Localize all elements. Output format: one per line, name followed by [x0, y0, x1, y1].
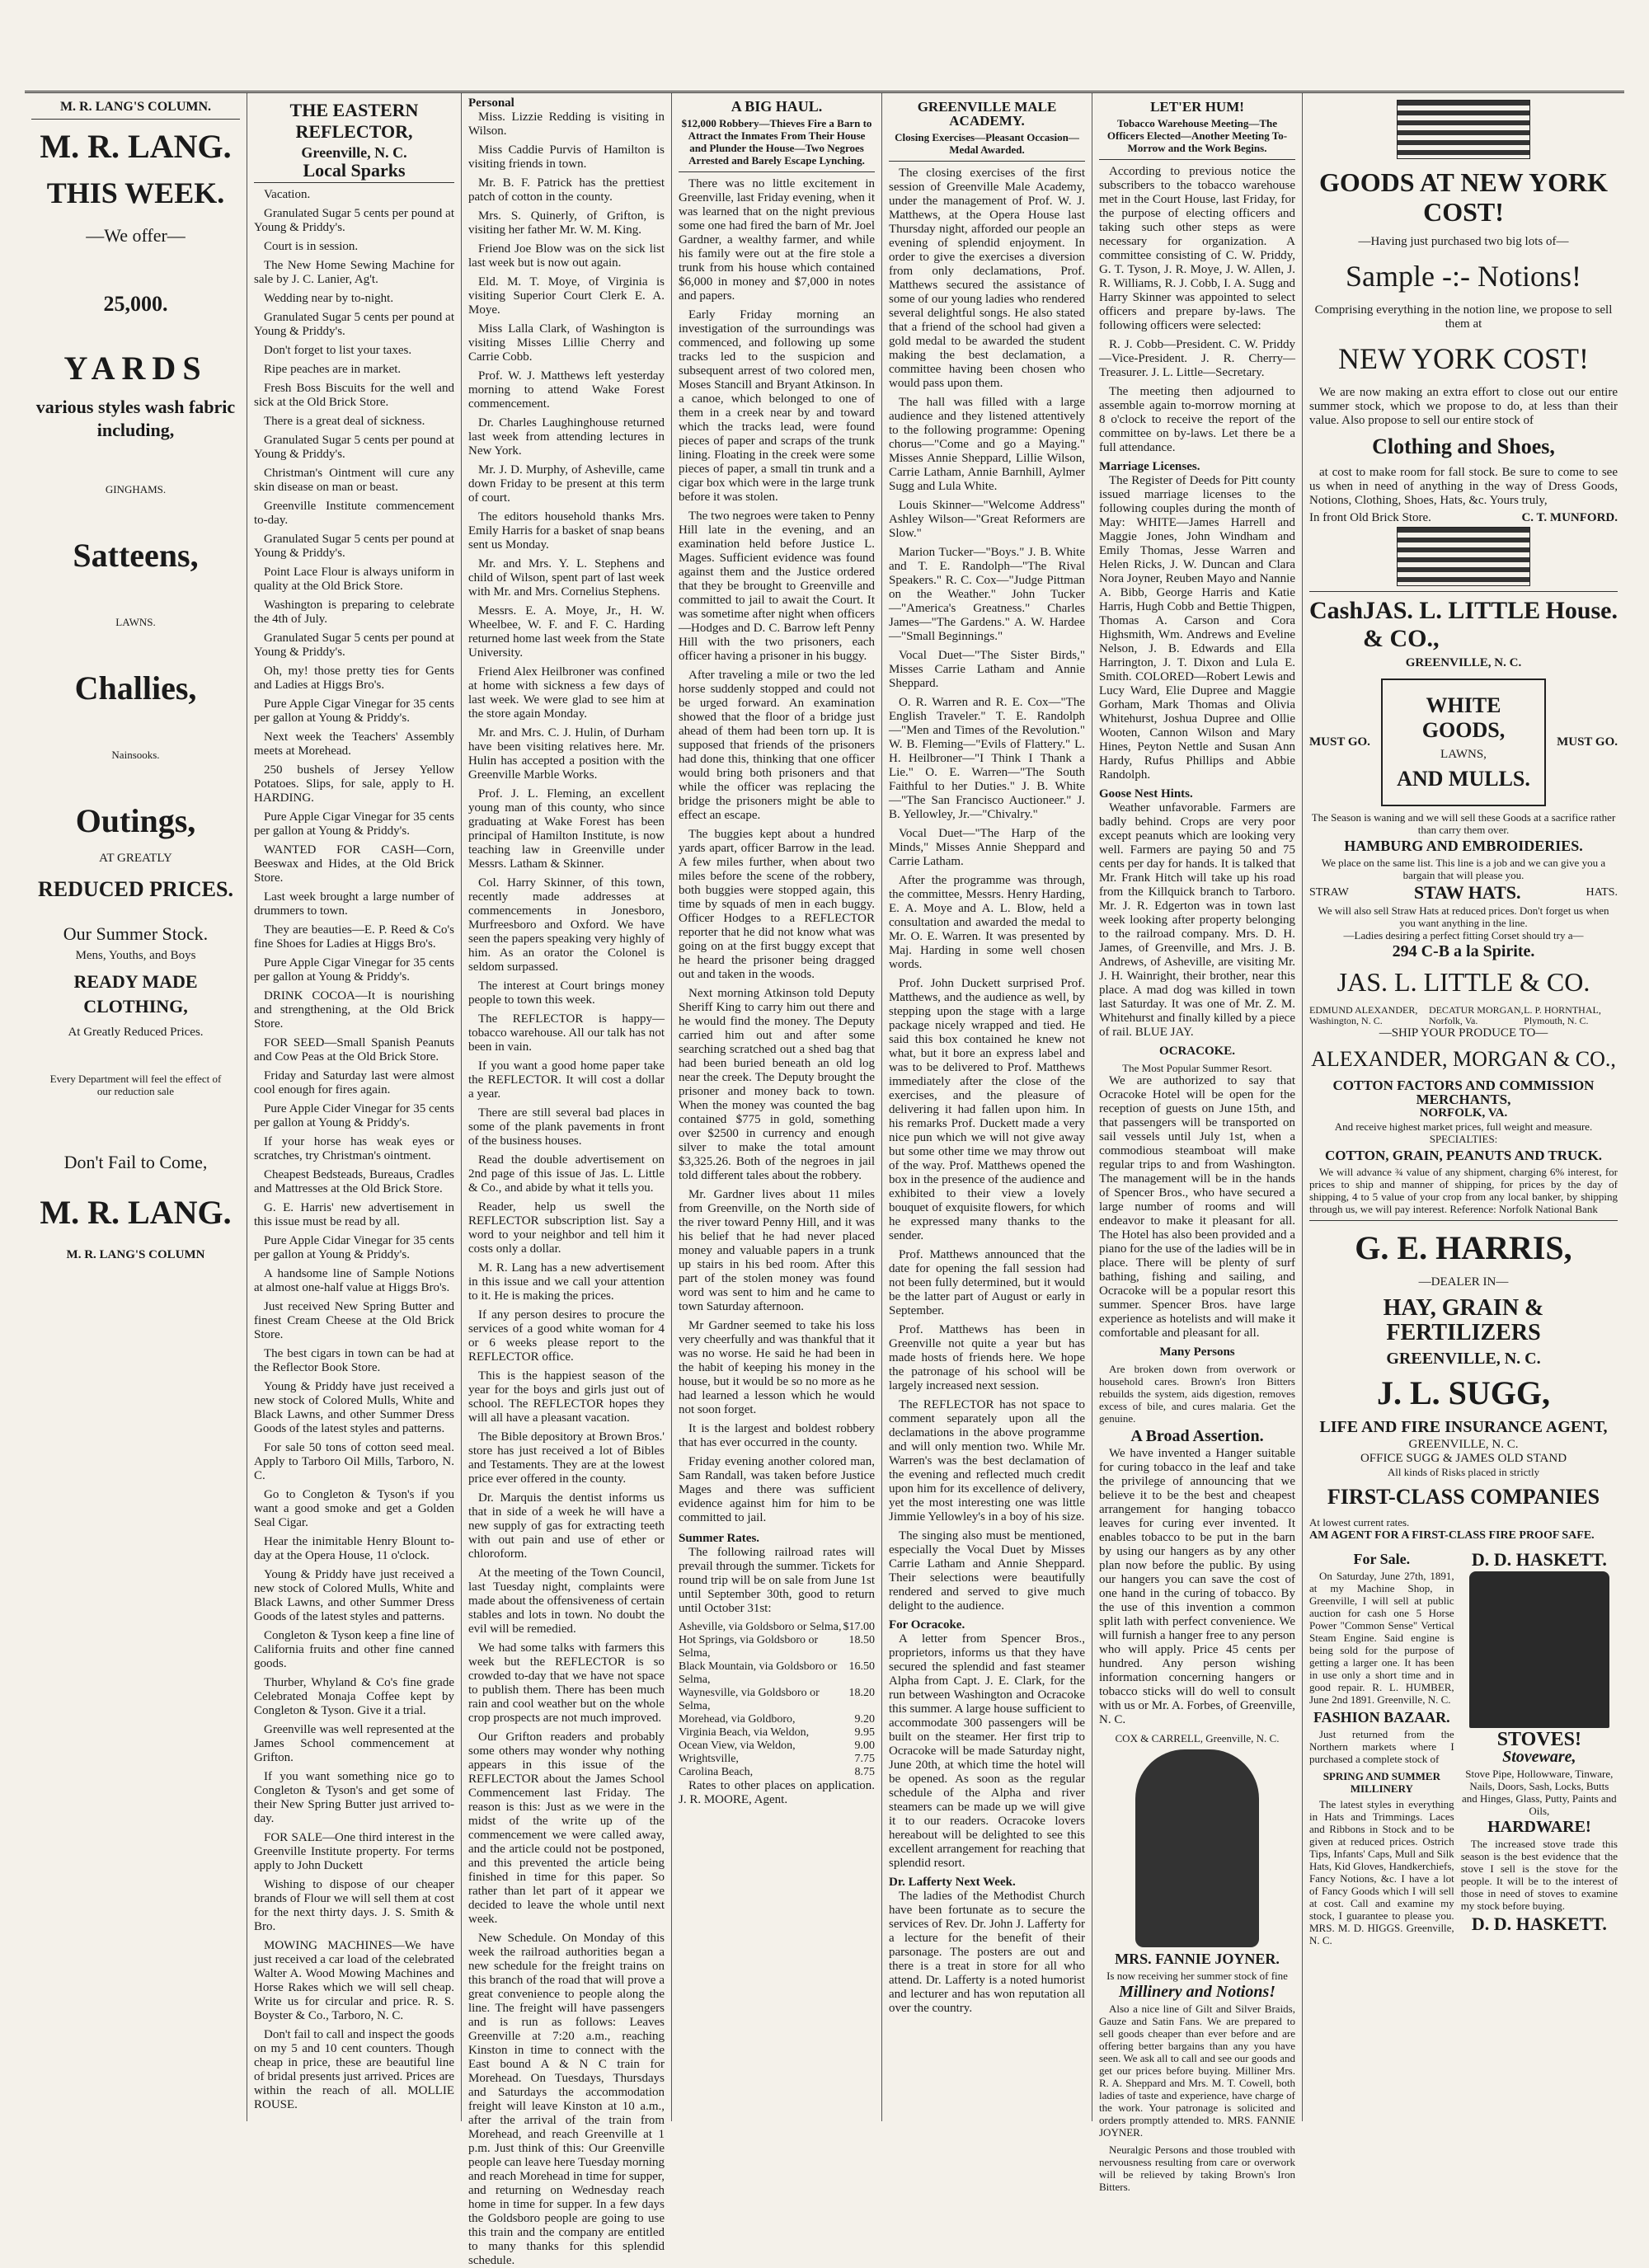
rule [1309, 591, 1618, 592]
local-item: Fresh Boss Biscuits for the well and sick at the Old Brick Store. [254, 382, 454, 409]
satteens: Satteens, [73, 537, 199, 574]
personal-item: Mr. and Mrs. Y. L. Stephens and child of Wilson, spent part of last week with Mr. and Mrs. Cornelius Stephens. [468, 557, 665, 599]
local-item: Go to Congleton & Tyson's if you want a good smoke and get a Golden Seal Cigar. [254, 1488, 454, 1529]
column-big-haul [672, 93, 882, 2121]
lawns: LAWNS, [1440, 748, 1487, 761]
local-item: Oh, my! those pretty ties for Gents and Ladies at Higgs Bro's. [254, 664, 454, 692]
ship: —SHIP YOUR PRODUCE TO— [1379, 1026, 1548, 1040]
personal-item: Friend Alex Heilbroner was confined at home with sickness a few days of last week. We were glad to see him at the store again Monday. [468, 665, 665, 721]
personal-item: Miss Caddie Purvis of Hamilton is visiting friends in town. [468, 143, 665, 171]
section-heading: Personal [468, 96, 514, 110]
little-place: GREENVILLE, N. C. [1405, 656, 1522, 669]
local-item: Just received New Spring Butter and finest Cream Cheese at the Old Brick Store. [254, 1300, 454, 1341]
local-item: Don't fail to call and inspect the goods on my 5 and 10 cent counters. Though cheap in price, these are beautiful line of bridal presents just arrived. Prices are within the reach of all. MOLLIE ROUSE. [254, 2028, 454, 2111]
personal-item: Mr. and Mrs. C. J. Hulin, of Durham have been visiting relatives here. Mr. Hulin has accepted a position with the Greenville Marble Works. [468, 726, 665, 782]
nyc: NEW YORK COST! [1338, 342, 1589, 375]
article-paragraph: Louis Skinner—"Welcome Address" Ashley Wilson—"Great Reformers are Slow." [889, 499, 1085, 540]
goods-head: GOODS AT NEW YORK COST! [1319, 167, 1608, 227]
staw-hats: STAW HATS. [1413, 882, 1521, 903]
ocracoke-sub: The Most Popular Summer Resort. [1122, 1062, 1272, 1074]
article-paragraph: According to previous notice the subscribers to the tobacco warehouse met in the Court House, last Friday, for the purpose of electing officers and taking such other steps as were necessary for organization. A committee consisting of C. W. Priddy, G. T. Tyson, J. R. Moye, J. W. Allen, J. R. Williams, R. J. Cobb, I. A. Sugg and Harry Skinner was appointed to select officers and prepare by-laws. The following officers were selected: [1099, 165, 1295, 332]
ad-name-footer: M. R. LANG. [40, 1194, 232, 1231]
harris-place: GREENVILLE, N. C. [1386, 1350, 1541, 1368]
local-item: Pure Apple Cigar Vinegar for 35 cents per gallon at Young & Priddy's. [254, 697, 454, 725]
article-paragraph: Prof. John Duckett surprised Prof. Matthews, and the audience as well, by stepping upon the stage with a large package nicely wrapped and tied. He said this box contained he knew not what, but it bore an express label and was to be delivered to Prof. Matthews immediately after the close of the exercises, and the pleasure of delivering it had fallen upon him. In his remarks Prof. Duckett made a very nice pun which we will not give away but some other time we may throw out of the way. Prof. Matthews opened the box in the presence of the audience and exhibited to their view a lovely bouquet of exquisite flowers, for which he expressed many thanks to the sender. [889, 977, 1085, 1242]
rates-footer: Rates to other places on application. J. R. MOORE, Agent. [679, 1779, 875, 1806]
lawns: LAWNS. [115, 616, 156, 628]
rule [1099, 159, 1295, 160]
big-number: 25,000. [103, 292, 168, 316]
article-paragraph: Prof. Matthews has been in Greenville not quite a year but has made hosts of friends here. We hope the patronage of his school will be largely increased next session. [889, 1323, 1085, 1392]
article-paragraph: There was no little excitement in Greenville, last Friday evening, when it was learned that on the night previous some one had fired the barn of Mr. Joel Gardner, a wealthy farmer, and while his family were out at the fire stole a trunk from his house which contained $6,000 in money and $7,000 in notes and papers. [679, 177, 875, 303]
many-heading: Many Persons [1159, 1345, 1235, 1359]
personal-item: The Bible depository at Brown Bros.' store has just received a lot of Bibles and Testaments. They are at the lowest price ever offered in the county. [468, 1430, 665, 1486]
ocracoke-heading: For Ocracoke. [889, 1618, 965, 1632]
article-body [1099, 165, 1295, 455]
local-item: Young & Priddy have just received a new stock of Colored Mulls, White and Black Lawns, and other Summer Dress Goods of the latest styles and patterns. [254, 1568, 454, 1623]
clothing: Clothing and Shoes, [1372, 434, 1555, 458]
local-items-list [254, 188, 454, 2112]
article-paragraph: Marion Tucker—"Boys." J. B. White and T. E. Randolph—"The Rival Speakers." R. C. Cox—"Judge Pittman on the Weather." John Tucker—"America's Greatness." Charles James—"The Gardens." A. W. Hardee—"Small Beginnings." [889, 546, 1085, 643]
straw-hats [1309, 882, 1618, 903]
article-paragraph: The hall was filled with a large audience and they listened attentively to the following programme: Opening chorus—"Come and go a Maying." Misses Annie Sheppard, Lillie Wilson, Carrie Latham, Annie Barnhill, Aylmer Sugg and Lula White. [889, 396, 1085, 493]
personal-item: This is the happiest season of the year for the boys and girls just out of school. The REFLECTOR hopes they will all have a pleasant vacation. [468, 1369, 665, 1425]
local-item: Greenville was well represented at the James School commencement at Grifton. [254, 1723, 454, 1764]
rate-price: 16.50 [848, 1660, 875, 1673]
rate-row [679, 1621, 875, 1634]
many-text: Are broken down from overwork or household cares. Brown's Iron Bitters rebuilds the system, aids digestion, removes excess of bile, and cures malaria. Get the genuine. [1099, 1363, 1295, 1425]
for-sale: For Sale. [1353, 1551, 1411, 1567]
column-advertisements [1303, 93, 1624, 2121]
local-item: Washington is preparing to celebrate the 4th of July. [254, 599, 454, 626]
assertion-text: We have invented a Hanger suitable for curing tobacco in the leaf and take the privilege of announcing that we believe it to be the best and cheapest arrangement for hanging tobacco leaves for curing ever invented. It enables tobacco to be put in the barn by using our hangers as by any other plan now before the public. By using our hangers you can save the cost of one hand in the curing of tobacco. By the use of this invention a common split lath with perfect convenience. We will furnish a hanger free to any person who will apply. Price 45 cents per hundred. Any person wishing information concerning hangers or tobacco sticks will do well to consult with us or Mr. A. Forbes, of Greenville, N. C. [1099, 1447, 1295, 1726]
munford-line [1309, 513, 1618, 524]
local-item: They are beauties—E. P. Reed & Co's fine Shoes for Ladies at Higgs Bro's. [254, 923, 454, 951]
local-item: MOWING MACHINES—We have just received a car load of the celebrated Walter A. Wood Mowing Machines and Horse Rakes which we will sell cheap. Write us for circular and price. R. S. Boyster & Co., Tarboro, N. C. [254, 1939, 454, 2022]
sugg: J. L. SUGG, [1376, 1374, 1551, 1411]
little-footer: JAS. L. LITTLE & CO. [1337, 967, 1590, 997]
spring: SPRING AND SUMMER MILLINERY [1322, 1770, 1440, 1795]
local-item: Hear the inimitable Henry Blount to-day at the Opera House, 11 o'clock. [254, 1535, 454, 1562]
sample-notions: Sample -:- Notions! [1346, 260, 1581, 293]
office: OFFICE SUGG & JAMES OLD STAND [1360, 1452, 1567, 1465]
article-paragraph: Early Friday morning an investigation of the surroundings was commenced, and following up some tracks led to the suspicion and subsequent arrest of two colored men, Moses Stancill and Bryant Atkinson. In a canoe, which belonged to one of them in a creek near by and toward which the tracks lead, were found pieces of paper and scraps of the trunk lining. Floating in the creek were some pieces of paper, a small tin trunk and a cigar box which were in the large trunk before it was stolen. [679, 308, 875, 504]
rate-price: $17.00 [843, 1621, 875, 1633]
goose-heading: Goose Nest Hints. [1099, 787, 1193, 801]
article-paragraph: The singing also must be mentioned, especially the Vocal Duet by Misses Carrie Latham and Annie Sheppard. Their selections were beautifully rendered and served to give much delight to the audience. [889, 1529, 1085, 1613]
ladies: —Ladies desiring a perfect fitting Corset should try a— [1343, 929, 1584, 941]
local-item: Last week brought a large number of drummers to town. [254, 890, 454, 918]
rate-destination: Carolina Beach, [679, 1766, 754, 1778]
goods-sub: —Having just purchased two big lots of— [1358, 235, 1569, 248]
stoveware: Stoveware, [1502, 1748, 1576, 1766]
article-paragraph: Mr. Gardner lives about 11 miles from Greenville, on the North side of the river toward Penny Hill, and it was his belief that he had never placed money and valuable papers in a trunk up stairs in his bed room. After this part of the stolen money was found word was sent to him and he came to town Saturday afternoon. [679, 1188, 875, 1313]
local-item: Pure Apple Cider Vinegar for 35 cents per gallon at Young & Priddy's. [254, 1102, 454, 1129]
personal-item: Miss. Lizzie Redding is visiting in Wilson. [468, 110, 665, 138]
fannie-sub: Is now receiving her summer stock of fine [1106, 1970, 1288, 1982]
munford: C. T. MUNFORD. [1521, 511, 1618, 524]
rate-row [679, 1687, 875, 1713]
personal-item: The editors household thanks Mrs. Emily Harris for a basket of snap beans sent us Monday. [468, 510, 665, 552]
article-paragraph: Vocal Duet—"The Sister Birds," Misses Carrie Latham and Annie Sheppard. [889, 649, 1085, 690]
personal-item: M. R. Lang has a new advertisement in this issue and we call your attention to it. He is making the prices. [468, 1261, 665, 1303]
personal-item: Messrs. E. A. Moye, Jr., H. W. Wheelbee, W. F. and F. C. Harding returned home last week from the State University. [468, 604, 665, 660]
local-item: Granulated Sugar 5 cents per pound at Young & Priddy's. [254, 311, 454, 338]
fashion-text: Just returned from the Northern markets where I purchased a complete stock of [1309, 1728, 1454, 1765]
marriage-text: The Register of Deeds for Pitt county issued marriage licenses to the following couples during the month of May: WHITE—James Harrell and Maggie Jones, John Windham and Emily Thomas, Jesse Warren and Helen Ricks, J. W. Duncan and Clara Nora Joyner, Reuben Mayo and Nannie A. Bibb, George Harris and Katie Harris, Hugh Cobb and Bettie Thigpen, Thomas A. Carson and Cora Highsmith, Wm. Andrews and Eveline Nelson, J. B. Edwards and Ella Harrington, J. T. Dixon and Lula E. Smith. COLORED—Robert Lewis and Lucy Ward, Elie Dupree and Maggie Gorham, Mark Thomas and Olivia Whitehurst, Joshua Dupree and Ollie Wooten, Cannon Wilson and Mary Hines, Peyton Nettle and Susan Ann Hardy, Rufus Phillips and Abbie Randolph. [1099, 474, 1295, 782]
rate-row [679, 1753, 875, 1766]
rate-row [679, 1766, 875, 1779]
cox-carrell: COX & CARRELL, Greenville, N. C. [1115, 1732, 1280, 1744]
must-go-left: MUST GO. [1309, 735, 1370, 749]
local-item: FOR SEED—Small Spanish Peanuts and Cow Peas at the Old Brick Store. [254, 1036, 454, 1064]
rate-destination: Morehead, via Goldboro, [679, 1713, 796, 1726]
fashion: FASHION BAZAAR. [1313, 1709, 1450, 1726]
white-goods-row [1309, 674, 1618, 811]
rule [889, 161, 1085, 162]
rate-row [679, 1713, 875, 1726]
article-paragraph: Next morning Atkinson told Deputy Sheriff King to carry him out there and he would find the money. The Deputy carried him out and after some searching scratched out a shed bag that had been buried beneath an old log near the creek. The Deputy brought the prisoner and money back to town. When the money was counted the bag contained $775 in gold, something over $2500 in currency and enough silver to make the total amount $3,325.26. Both of the negroes in jail told different tales about the robbery. [679, 987, 875, 1182]
rate-price: 7.75 [854, 1753, 875, 1765]
ad-name: M. R. LANG. [40, 128, 232, 165]
local-item: Vacation. [264, 188, 311, 201]
cash: Cash [1309, 597, 1364, 624]
rate-destination: Virginia Beach, via Weldon, [679, 1726, 810, 1739]
fannie-text: Also a nice line of Gilt and Silver Braids, Gauze and Satin Fans. We are prepared to sell goods cheaper than ever before and are offering better bargains than any you have seen. We ask all to call and see our goods and get our prices before buying. Milliner Mrs. R. A. Sheppard and Mrs. M. T. Cowell, both ladies of taste and experience, have charge of the work. Your patronage is solicited and orders promptly attended to. MRS. FANNIE JOYNER. [1099, 2003, 1295, 2139]
personal-item: If you want a good home paper take the REFLECTOR. It will cost a dollar a year. [468, 1059, 665, 1101]
lafferty-heading: Dr. Lafferty Next Week. [889, 1876, 1016, 1889]
headline: LET'ER HUM! [1150, 99, 1244, 115]
rate-destination: Hot Springs, via Goldsboro or Selma, [679, 1634, 819, 1660]
local-item: For sale 50 tons of cotton seed meal. Apply to Tarboro Oil Mills, Tarboro, N. C. [254, 1441, 454, 1482]
headline: GREENVILLE MALE ACADEMY. [917, 99, 1057, 129]
mulls: AND MULLS. [1397, 767, 1530, 791]
straw: STRAW [1309, 886, 1349, 899]
yards: YARDS [63, 350, 208, 387]
local-item: DRINK COCOA—It is nourishing and strengthening, at the Old Brick Store. [254, 989, 454, 1031]
norfolk: NORFOLK, VA. [1419, 1106, 1508, 1120]
personal-item: Prof. W. J. Matthews left yesterday morning to attend Wake Forest commencement. [468, 369, 665, 411]
rate-price: 9.95 [854, 1726, 875, 1739]
specialties: SPECIALTIES: [1429, 1133, 1498, 1145]
season: The Season is waning and we will sell these Goods at a sacrifice rather than carry them over. [1311, 811, 1616, 836]
every-dept: Every Department will feel the effect of our reduction sale [49, 1073, 222, 1097]
hornthal: L. P. HORNTHAL, Plymouth, N. C. [1524, 1004, 1601, 1026]
column-local-sparks [247, 93, 462, 2121]
ginghams: GINGHAMS. [105, 483, 167, 495]
article-paragraph: O. R. Warren and R. E. Cox—"The English Traveler." T. E. Randolph—"Men and Times of the Revolution." W. B. Fleming—"Evils of Flattery." L. H. Heilbroner—"I Think I Thank a Lie." O. E. Warren—"The South Faithful to her Duties." J. B. White—"The San Francisco Auctioneer." J. B. Yellowley, Jr.—"Chivalry." [889, 696, 1085, 821]
article-paragraph: Vocal Duet—"The Harp of the Minds," Misses Annie Sheppard and Carrie Latham. [889, 827, 1085, 868]
rate-destination: Ocean View, via Weldon, [679, 1740, 796, 1752]
comprising: Comprising everything in the notion line, we propose to sell them at [1314, 303, 1613, 331]
local-item: Friday and Saturday last were almost cool enough for fires again. [254, 1069, 454, 1096]
personal-item: At the meeting of the Town Council, last Tuesday night, complaints were made about the offensiveness of certain stables and lots in town. No doubt the evil will be remedied. [468, 1566, 665, 1636]
house: House. [1545, 597, 1618, 624]
personal-item: Mr. J. D. Murphy, of Asheville, came down Friday to be present at this term of court. [468, 463, 665, 505]
personal-item: Dr. Marquis the dentist informs us that in side of a week he will have a new supply of gas for extracting teeth with out pain and use of ether or chloroform. [468, 1491, 665, 1561]
we-offer: —We offer— [86, 225, 186, 246]
stove-items: Stove Pipe, Hollowware, Tinware, Nails, Doors, Sash, Locks, Butts and Hinges, Glass, Putty, Paints and Oils, [1462, 1768, 1617, 1817]
local-item: Next week the Teachers' Assembly meets at Morehead. [254, 730, 454, 758]
personal-item: Col. Harry Skinner, of this town, recently made addresses at commencements in Jonesboro, Murfreesboro and Oxford. We have seen the papers speaking very highly of him. As an orator the Colonel is seldom surpassed. [468, 876, 665, 974]
partners [1309, 1005, 1618, 1026]
dont-fail: Don't Fail to Come, [63, 1152, 208, 1172]
personal-item: Mrs. S. Quinerly, of Grifton, is visiting her father Mr. W. M. King. [468, 209, 665, 237]
edmund: EDMUND ALEXANDER, Washington, N. C. [1309, 1004, 1418, 1026]
millinery: Millinery and Notions! [1118, 1983, 1276, 2001]
local-item: 250 bushels of Jersey Yellow Potatoes. Slips, for sale, apply to H. HARDING. [254, 763, 454, 805]
personal-item: Mr. B. F. Patrick has the prettiest patch of cotton in the county. [468, 176, 665, 204]
reduced-prices: REDUCED PRICES. [38, 877, 233, 901]
goose-text: Weather unfavorable. Farmers are badly behind. Crops are very poor except peanuts which are looking very well. Farmers are paying 50 and 75 cents per day for hands. It is talked that Mr. Frank Hitch will take up his road from the Killquick branch to Tarboro. Mr. J. R. Edgerton was in town last week looking after property belonging to the railroad company. Mrs. D. H. James, of Greenville, and Mrs. J. B. Andrews, of Asheville, are visiting Mr. J. H. Wainright, their brother, near this place. A mad dog was killed in town last Saturday. It was one of Mr. Z. M. Whitehurst and finally killed by a piece of rail. BLUE JAY. [1099, 801, 1295, 1039]
decatur: DECATUR MORGAN, Norfolk, Va. [1428, 1004, 1524, 1026]
stoves: STOVES! [1496, 1729, 1581, 1750]
marriage-heading: Marriage Licenses. [1099, 460, 1200, 473]
rule [1309, 1220, 1618, 1221]
personal-items-list [468, 110, 665, 2268]
rule [31, 119, 240, 120]
personal-item: The interest at Court brings money people to town this week. [468, 979, 665, 1007]
haskett-footer: D. D. HASKETT. [1471, 1913, 1607, 1934]
personal-item: Friend Joe Blow was on the sick list last week but is now out again. [468, 242, 665, 270]
ad-this-week: THIS WEEK. [46, 176, 225, 209]
ocracoke-text: A letter from Spencer Bros., proprietors, informs us that they have secured the splendid and fast steamer Alpha from Capt. J. E. Clark, for the run between Washington and Ocracoke this summer. A large house sufficient to accommodate 300 passengers will be built on the steamer. Her first trip to Ocracoke will be made Saturday night, June 20th, at which time the hotel will be opened. As soon as the regular schedule of the Alpha and river steamers can be made up we will give it to our readers. Ocracoke lovers hereabout will be delighted to see this excellent arrangement for reaching that splendid resort. [889, 1632, 1085, 1870]
article-paragraph: Prof. Matthews announced that the date for opening the fall session had not been fully determined, but it would be the latter part of August or early in September. [889, 1248, 1085, 1317]
at-reduced: At Greatly Reduced Prices. [68, 1026, 204, 1039]
flag-illustration [1397, 100, 1530, 159]
rate-price: 9.00 [854, 1740, 875, 1752]
local-item: Pure Apple Cigar Vinegar for 35 cents per gallon at Young & Priddy's. [254, 810, 454, 838]
local-item: Granulated Sugar 5 cents per pound at Young & Priddy's. [254, 533, 454, 560]
rate-destination: Waynesville, via Goldsboro or Selma, [679, 1687, 820, 1712]
subhead: Tobacco Warehouse Meeting—The Officers Elected—Another Meeting To-Morrow and the Work Begins. [1106, 117, 1288, 154]
straw-text: We will also sell Straw Hats at reduced prices. Don't forget us when you want anything in the line. [1318, 904, 1609, 929]
local-item: Pure Apple Cigar Vinegar for 35 cents per gallon at Young & Priddy's. [254, 956, 454, 984]
haskett: D. D. HASKETT. [1471, 1549, 1607, 1570]
local-item: Cheapest Bedsteads, Bureaus, Cradles and Mattresses at the Old Brick Store. [254, 1168, 454, 1195]
cotton-grain: COTTON, GRAIN, PEANUTS AND TRUCK. [1324, 1148, 1603, 1163]
stove-illustration [1469, 1571, 1609, 1728]
personal-item: If any person desires to procure the services of a good white woman for 4 or 6 weeks please report to the REFLECTOR office. [468, 1308, 665, 1364]
article-paragraph: The closing exercises of the first session of Greenville Male Academy, under the management of Prof. W. J. Matthews, at the Opera House last Thursday night, afforded our people an evening of splendid enjoyment. In order to give the exercises a diversion from only declamations, Prof. Matthews secured the assistance of some of our young ladies who rendered several delightful songs. He also stated that a friend of the school had given a gold medal to be awarded the student making the best declamation, a committee having been chosen who would pass upon them. [889, 167, 1085, 390]
personal-item: New Schedule. On Monday of this week the railroad authorities began a new schedule for the freight trains on this branch of the road that will prove a great convenience to people along the line. The freight will have passengers and is run as follows: Leaves Greenville at 7:20 a.m., reaching Kinston in time to connect with the East bound A & N C train for Morehead. On Tuesdays, Thursdays and Saturdays the accommodation freight will leave Kinston at 10 a.m., after the arrival of the train from Morehead, and reach Greenville at 1 p.m. Just think of this: Our Greenville people can leave here Tuesday morning and reach Morehead in time for supper, and returning on Wednesday reach home in time for supper. In a few days the Goldsboro people are going to use this train and the company are entitled to many thanks for this splendid schedule. [468, 1932, 665, 2267]
rate-row [679, 1726, 875, 1740]
rates-list [679, 1621, 875, 1779]
personal-item: Prof. J. L. Fleming, an excellent young man of this county, who since graduating at Wake Forest has been principal of Hamilton Institute, is now teaching law in Greenville under Messrs. Latham & Skinner. [468, 787, 665, 871]
ocracoke-heading: OCRACOKE. [1158, 1045, 1236, 1058]
local-item: The New Home Sewing Machine for sale by J. C. Lanier, Ag't. [254, 259, 454, 286]
headline: A BIG HAUL. [731, 98, 823, 115]
article-paragraph: Mr Gardner seemed to take his loss very cheerfully and was thankful that it was no worse. He said he had been in the habit of keeping his money in the house, but it would be so no more as he had learned a lesson which he would not soon forget. [679, 1319, 875, 1416]
rate-row [679, 1660, 875, 1687]
hardware-text: The increased stove trade this season is the best evidence that the stove I sell is the stove for the people. It will be to the interest of those in need of stoves to examine my stock before buying. [1460, 1838, 1618, 1912]
must-go-right: MUST GO. [1557, 735, 1618, 749]
local-item: FOR SALE—One third interest in the Greenville Institute property. For terms apply to John Duckett [254, 1831, 454, 1872]
article-paragraph: After the programme was through, the committee, Messrs. Henry Harding, E. A. Moye and A. L. Blow, held a consultation and awarded the medal to Mr. O. E. Warren. It was presented by Maj. Harding in some well chosen words. [889, 874, 1085, 971]
lafferty-text: The ladies of the Methodist Church have been fortunate as to secure the services of Rev. Dr. John J. Lafferty for a lecture for the benefit of their parsonage. The posters are out and there is a treat in store for all who attend. Dr. Lafferty is a noted humorist and lecturer and has won reputation all over the country. [889, 1890, 1085, 2015]
white-goods: WHITE GOODS, [1421, 693, 1506, 742]
fashion-text2: The latest styles in everything in Hats and Trimmings. Laces and Ribbons in Stock and to be given at reduced prices. Ostrich Tips, Infants' Caps, Mull and Silk Hats, Kid Gloves, Handkerchiefs, Fancy Notions, &c. I have a lot of Fancy Goods which I will sell at cost. Call and examine my stock, I guarantee to please you. MRS. M. D. HIGGS. Greenville, N. C. [1309, 1798, 1454, 1946]
personal-item: Our Grifton readers and probably some others may wonder why nothing appears in this issue of the REFLECTOR about the James School Commencement last Friday. The reason is this: Just as we were in the midst of the write up of the commencement we were called away, and the article could not be postponed, and this prevented the article being finished in time for this paper. So rather than let part of it appear we decided to leave the whole until next week. [468, 1730, 665, 1926]
article-paragraph: Friday evening another colored man, Sam Randall, was taken before Justice Mages and there was sufficient evidence against him for him to be committed to jail. [679, 1455, 875, 1524]
dealer: —DEALER IN— [1418, 1275, 1509, 1289]
local-item: Young & Priddy have just received a new stock of Colored Mulls, White and Black Lawns, and other Summer Dress Goods of the latest styles and patterns. [254, 1380, 454, 1435]
newspaper-page [25, 91, 1624, 2267]
article-paragraph: It is the largest and boldest robbery that has ever occurred in the county. [679, 1422, 875, 1449]
rate-row [679, 1634, 875, 1660]
article-paragraph: The two negroes were taken to Penny Hill late in the evening, and an examination held before Justice L. Mages. Sufficient evidence was found against them and the Justice ordered that they be brought to Greenville and committed to jail to await the Court. It was sometime after night when officers—Hodges and D. C. Barrow left Penny Hill with the two prisoners, each officer having a prisoner in his buggy. [679, 509, 875, 663]
personal-item: The REFLECTOR is happy—tobacco warehouse. All our talk has not been in vain. [468, 1012, 665, 1054]
right-bottom-ads [1461, 1549, 1618, 1951]
life-fire: LIFE AND FIRE INSURANCE AGENT, [1319, 1418, 1608, 1436]
ocracoke-text: We are authorized to say that Ocracoke Hotel will be open for the reception of guests on June 15th, and that passengers will be transported on sail vessels until July 1st, when a commodious steamboat will make regular trips to and from Washington. The management will be in the hands of Spencer Bros., who have secured a large number of rooms and will endeavor to make it pleasant for all. The Hotel has also been provided and a piano for the use of the ladies will be in place. There will be plenty of surf bathing, fishing and sailing, and Ocracoke will be a popular resort this summer. Spencer Bros. have large experience as hotelists and will make it comfortable and pleasant for all. [1099, 1074, 1295, 1340]
various-styles: various styles wash fabric including, [35, 397, 236, 440]
local-item: Christman's Ointment will cure any skin disease on man or beast. [254, 467, 454, 494]
local-item: A handsome line of Sample Notions at almost one-half value at Higgs Bro's. [254, 1267, 454, 1294]
rate-destination: Wrightsville, [679, 1753, 739, 1765]
little-head: JAS. L. LITTLE & CO., [1363, 597, 1541, 652]
local-item: Pure Apple Cidar Vinegar for 35 cents per gallon at Young & Priddy's. [254, 1234, 454, 1261]
brick: In front Old Brick Store. [1309, 511, 1431, 524]
risks: All kinds of Risks placed in strictly [1387, 1466, 1540, 1478]
local-item: If your horse has weak eyes or scratches, try Christman's ointment. [254, 1135, 454, 1162]
local-item: Ripe peaches are in market. [264, 363, 402, 376]
lady-illustration [1135, 1749, 1259, 1947]
column-let-er-hum [1092, 93, 1303, 2193]
local-item: Wishing to dispose of our cheaper brands of Flour we will sell them at cost for the next thirty days. J. S. Smith & Bro. [254, 1878, 454, 1933]
local-item: Wedding near by to-night. [264, 292, 394, 305]
personal-item: There are still several bad places in some of the plank pavements in front of the business houses. [468, 1106, 665, 1148]
sugg-place: GREENVILLE, N. C. [1408, 1438, 1519, 1451]
hamburg-text: We place on the same list. This line is a job and we can give you a bargain that will please you. [1321, 857, 1606, 881]
masthead-place: Greenville, N. C. [301, 144, 407, 161]
rate-price: 18.50 [848, 1634, 875, 1646]
white-goods-box [1381, 679, 1546, 806]
subhead: $12,000 Robbery—Thieves Fire a Barn to Attract the Inmates From Their House and Plunder the House—Two Negroes Arrested and Barely Escape Lynching. [681, 117, 872, 167]
alexander: ALEXANDER, MORGAN & CO., [1311, 1047, 1616, 1071]
local-item: Congleton & Tyson keep a fine line of California fruits and other fine canned goods. [254, 1629, 454, 1670]
local-item: Granulated Sugar 5 cents per pound at Young & Priddy's. [254, 434, 454, 461]
rule [679, 171, 875, 172]
column-personal [462, 93, 672, 2267]
little-header [1309, 597, 1618, 653]
cotton-factors: COTTON FACTORS AND COMMISSION MERCHANTS, [1332, 1078, 1595, 1107]
harris: G. E. HARRIS, [1355, 1229, 1572, 1266]
local-item: Thurber, Whyland & Co's fine grade Celebrated Monaja Coffee kept by Congleton & Tyson. Give it a trial. [254, 1676, 454, 1717]
section-title: Local Sparks [303, 160, 406, 181]
personal-item: Miss Lalla Clark, of Washington is visiting Misses Lillie Cherry and Carrie Cobb. [468, 322, 665, 364]
local-item: Granulated Sugar 5 cents per pound at Young & Priddy's. [254, 207, 454, 234]
local-item: The best cigars in town can be had at the Reflector Book Store. [254, 1347, 454, 1374]
advance: We will advance ¾ value of any shipment, charging 6% interest, for prices to ship and manner of shipping, for prices by the day of shipping, 4 to 5 value of your crop from any local banker, by shipping through us, we will pay interest. Reference: Norfolk National Bank [1309, 1166, 1618, 1215]
summer-stock: Our Summer Stock. [63, 923, 209, 944]
column-male-academy [882, 93, 1092, 2121]
challies: Challies, [74, 669, 197, 707]
hats: HATS. [1586, 886, 1618, 899]
article-paragraph: After traveling a mile or two the led horse suddenly stopped and could not be urged forward. An examination showed that the floor of a bridge just ahead of them had been torn up. It is supposed that friends of the prisoners had done this, thinking that one officer would bring both prisoners and that while the officer was replacing the bridge the prisoners might be able to effect an escape. [679, 669, 875, 822]
ready-made: READY MADE CLOTHING, [73, 971, 198, 1017]
local-item: There is a great deal of sickness. [264, 415, 425, 428]
local-item: If you want something nice go to Congleton & Tyson's and get some of their New Spring Butter just arrived to-day. [254, 1770, 454, 1825]
neuralgic: Neuralgic Persons and those troubled with nervousness resulting from care or overwork will be relieved by taking Brown's Iron Bitters. [1099, 2144, 1295, 2193]
hamburg: HAMBURG AND EMBROIDERIES. [1344, 838, 1583, 854]
local-item: G. E. Harris' new advertisement in this issue must be read by all. [254, 1201, 454, 1228]
highest: And receive highest market prices, full weight and measure. [1334, 1120, 1593, 1133]
article-paragraph: The meeting then adjourned to assemble again to-morrow morning at 8 o'clock to receive the report of the committee on by-laws. Let there be a full attendance. [1099, 385, 1295, 454]
local-item: WANTED FOR CASH—Corn, Beeswax and Hides, at the Old Brick Store. [254, 843, 454, 885]
personal-item: Reader, help us swell the REFLECTOR subscription list. Say a word to your neighbor and tell him it costs only a dollar. [468, 1200, 665, 1256]
lowest: At lowest current rates. [1309, 1516, 1410, 1528]
rates-intro: The following railroad rates will prevail through the summer. Tickets for round trip will be on sale from June 1st until September 30th, good to return until October 31st: [679, 1546, 875, 1615]
local-item: Granulated Sugar 5 cents per pound at Young & Priddy's. [254, 632, 454, 659]
at-greatly: AT GREATLY [99, 852, 172, 865]
left-bottom-ads [1309, 1549, 1454, 1951]
local-item: Court is in session. [264, 240, 359, 253]
rule [254, 182, 454, 183]
rate-price: 18.20 [848, 1687, 875, 1699]
article-paragraph: R. J. Cobb—President. C. W. Priddy—Vice-President. J. R. Cherry—Treasurer. J. L. Little—Secretary. [1099, 338, 1295, 379]
local-item: Greenville Institute commencement to-day. [254, 500, 454, 527]
rates-heading: Summer Rates. [679, 1532, 760, 1545]
column-header: M. R. LANG'S COLUMN. [59, 100, 212, 114]
column-mr-lang [25, 93, 247, 2121]
first-class: FIRST-CLASS COMPANIES [1327, 1485, 1600, 1509]
rate-destination: Asheville, via Goldsboro or Selma, [679, 1621, 842, 1633]
fannie-joyner: MRS. FANNIE JOYNER. [1115, 1951, 1280, 1967]
corset: 294 C-B a la Spirite. [1392, 942, 1535, 960]
article-body [889, 167, 1085, 1613]
rate-price: 8.75 [854, 1766, 875, 1778]
column-footer: M. R. LANG'S COLUMN [66, 1248, 205, 1261]
flag-illustration [1397, 527, 1530, 586]
personal-item: Dr. Charles Laughinghouse returned last week from attending lectures in New York. [468, 416, 665, 458]
subhead: Closing Exercises—Pleasant Occasion—Medal Awarded. [895, 131, 1079, 156]
rate-price: 9.20 [854, 1713, 875, 1726]
local-item: Point Lace Flour is always uniform in quality at the Old Brick Store. [254, 566, 454, 593]
personal-item: We had some talks with farmers this week but the REFLECTOR is so crowded to-day that we have not space to publish them. There has been much rain and cool weather but on the whole crop prospects are not much improved. [468, 1641, 665, 1725]
hay-grain: HAY, GRAIN & FERTILIZERS [1383, 1295, 1544, 1345]
masthead: THE EASTERN REFLECTOR, [289, 100, 419, 142]
assertion-heading: A Broad Assertion. [1130, 1427, 1264, 1445]
mens-youths: Mens, Youths, and Boys [75, 949, 196, 962]
agent: AM AGENT FOR A FIRST-CLASS FIRE PROOF SAFE. [1309, 1529, 1595, 1542]
personal-item: Eld. M. T. Moye, of Virginia is visiting Superior Court Clerk E. A. Moye. [468, 275, 665, 317]
article-body [679, 177, 875, 1525]
local-item: Don't forget to list your taxes. [264, 344, 412, 357]
article-paragraph: The buggies kept about a hundred yards apart, officer Barrow in the lead. A few miles further, when about two miles before the scene of the robbery, both buggies were stopped again, this time by squads of men in each buggy. Officer Hodges to a REFLECTOR reporter that he did not know what was going on at the first buggy except that he heard the prisoner being dragged out and taken in the woods. [679, 828, 875, 981]
personal-item: Read the double advertisement on 2nd page of this issue of Jas. L. Little & Co., and abide by what it tells you. [468, 1153, 665, 1195]
outings: Outings, [75, 802, 196, 839]
for-sale-text: On Saturday, June 27th, 1891, at my Machine Shop, in Greenville, I will sell at public auction for cash one 5 Horse Power "Common Sense" Vertical Steam Engine. Said engine is being sold for the purpose of getting a larger one. It has been in use only a short time and in good repair. R. L. HUMBER, June 2nd 1891. Greenville, N. C. [1309, 1570, 1454, 1706]
clothing-text: at cost to make room for fall stock. Be sure to come to see us when in need of anything in the way of Dress Goods, Notions, Clothing, Shoes, Hats, &c. Yours truly, [1309, 466, 1618, 507]
hardware: HARDWARE! [1487, 1818, 1591, 1836]
article-paragraph: The REFLECTOR has not space to comment separately upon all the declamations in the above programme and will only mention two. While Mr. Warren's was the best declamation of the evening and reflected much credit upon him for its excellence of delivery, yet the most interesting one was little Jimmie Yellowley's in a boy of his size. [889, 1398, 1085, 1524]
bottom-ads [1309, 1549, 1618, 1951]
nainsooks: Nainsooks. [111, 749, 160, 761]
rate-row [679, 1740, 875, 1753]
nyc-text: We are now making an extra effort to close out our entire summer stock, which we propose to do, at less than their value. Also propose to sell our entire stock of [1309, 386, 1618, 427]
rate-destination: Black Mountain, via Goldsboro or Selma, [679, 1660, 838, 1686]
